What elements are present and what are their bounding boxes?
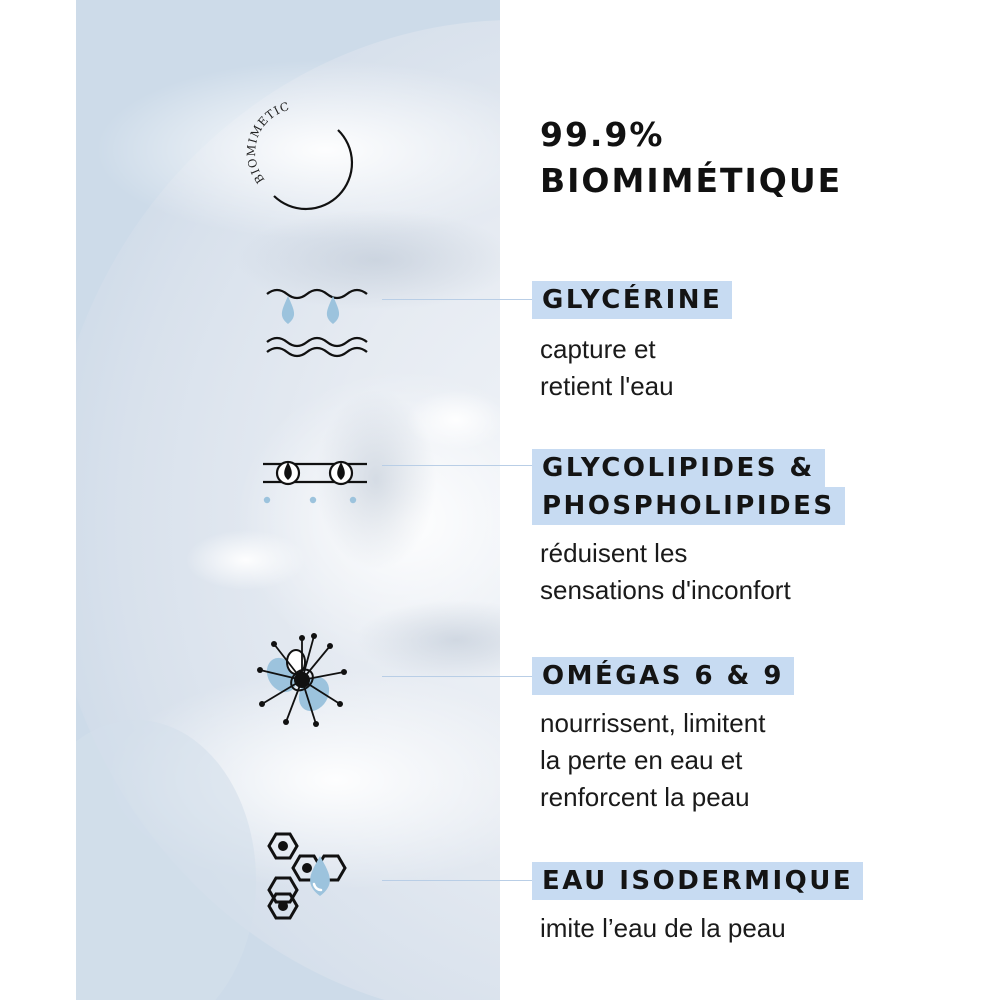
connector-line (382, 676, 532, 677)
feature-desc-omegas (540, 705, 765, 816)
feature-desc-glycerine (540, 331, 674, 405)
feature-desc-line: réduisent les (540, 538, 688, 568)
connector-line (382, 465, 532, 466)
feature-title-line: OMÉGAS 6 & 9 (532, 657, 794, 695)
feature-title-water (532, 862, 863, 900)
feature-desc-line: la perte en eau et (540, 745, 743, 775)
feature-desc-line: renforcent la peau (540, 782, 750, 812)
feature-desc-line: imite l’eau de la peau (540, 913, 786, 943)
badge-text: BIOMIMETIC (244, 98, 292, 187)
feature-title-line: GLYCÉRINE (532, 281, 732, 319)
feature-title-glycerine (532, 281, 732, 319)
feature-desc-line: nourrissent, limitent (540, 708, 766, 738)
feature-desc-lipids (540, 535, 791, 609)
water-drops-waves-icon (255, 280, 375, 370)
omega-flower-icon (252, 630, 352, 730)
biomimetic-badge-icon (238, 96, 368, 226)
feature-desc-water (540, 910, 786, 947)
feature-title-omegas (532, 657, 794, 695)
feature-desc-line: capture et (540, 334, 656, 364)
connector-line (382, 880, 532, 881)
feature-title-line: EAU ISODERMIQUE (532, 862, 863, 900)
feature-desc-line: retient l'eau (540, 371, 674, 401)
feature-desc-line: sensations d'inconfort (540, 575, 791, 605)
feature-title-lipids (532, 449, 845, 525)
hexagon-water-icon (258, 828, 368, 928)
title-word: BIOMIMÉTIQUE (540, 161, 843, 200)
connector-line (382, 299, 532, 300)
page-title (540, 112, 842, 204)
lipid-molecule-icon (255, 448, 375, 508)
feature-title-line: GLYCOLIPIDES & (532, 449, 825, 487)
svg-text:BIOMIMETIC (244, 99, 292, 186)
feature-title-line: PHOSPHOLIPIDES (532, 487, 845, 525)
title-percentage: 99.9% (540, 115, 665, 154)
